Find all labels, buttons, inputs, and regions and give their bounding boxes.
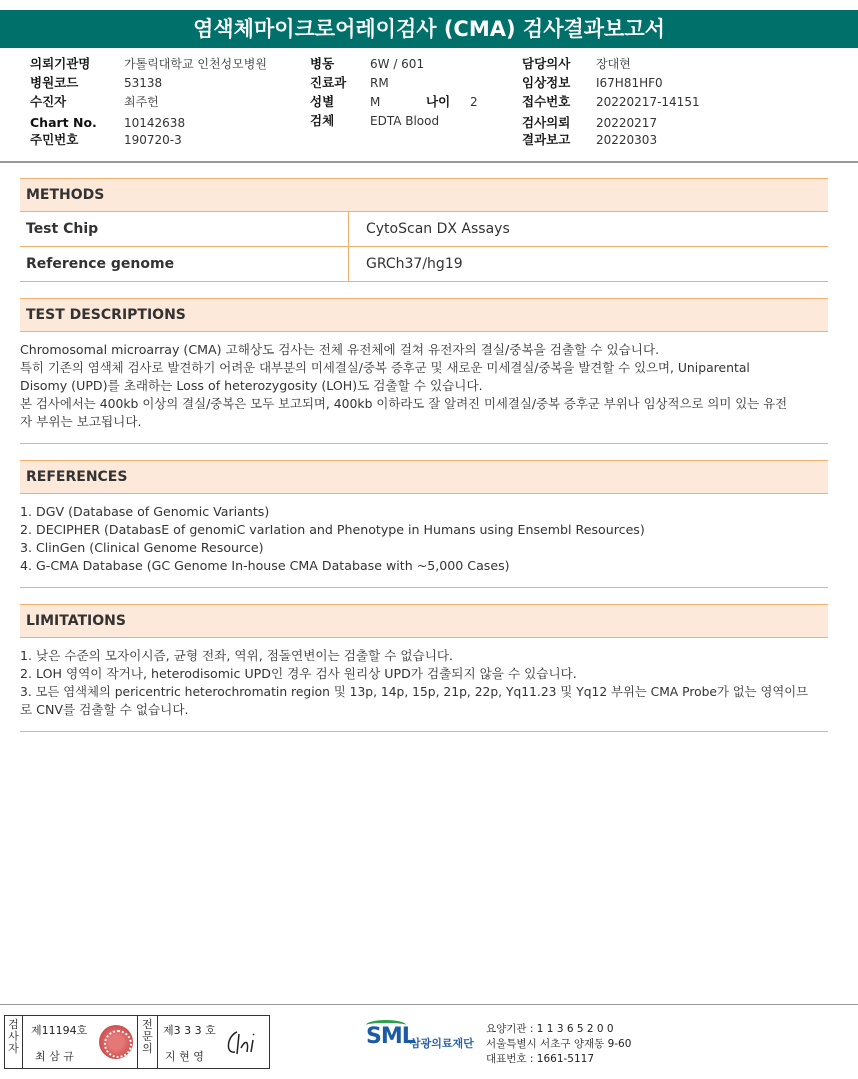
reference-item: 3. ClinGen (Clinical Genome Resource) <box>20 540 264 555</box>
info-label: 의뢰기관명 <box>30 56 91 71</box>
info-value: EDTA Blood <box>370 114 440 128</box>
info-label: 주민번호 <box>30 132 79 147</box>
test-descriptions-text <box>20 341 830 431</box>
info-value: 최주헌 <box>124 95 159 109</box>
report-title: 염색체마이크로어레이검사 (CMA) 검사결과보고서 <box>0 10 858 48</box>
info-value: 장대현 <box>596 57 631 71</box>
specialist-label-text: 전문의 <box>142 1018 153 1055</box>
info-value: M <box>370 95 381 109</box>
contact-institution-code: 요양기관 : 1 1 3 6 5 2 0 0 <box>486 1023 614 1035</box>
methods-value: CytoScan DX Assays <box>366 221 510 237</box>
signature-box <box>4 1015 270 1069</box>
section-divider <box>20 587 828 588</box>
info-value: 53138 <box>124 76 163 90</box>
info-label: 성별 <box>310 94 335 109</box>
references-list <box>20 503 830 575</box>
info-value: RM <box>370 76 389 90</box>
limitation-item: 로 CNV를 검출할 수 없습니다. <box>20 702 189 717</box>
info-value: 6W / 601 <box>370 57 425 71</box>
info-label: 병원코드 <box>30 75 79 90</box>
limitation-item: 1. 낮은 수준의 모자이시즘, 균형 전좌, 역위, 점돌연변이는 검출할 수 없습니다. <box>20 648 454 663</box>
contact-phone: 대표번호 : 1661-5117 <box>486 1053 595 1065</box>
info-value: 20220303 <box>596 133 658 147</box>
info-value: 20220217 <box>596 116 658 130</box>
info-value: I67H81HF0 <box>596 76 663 90</box>
contact-address: 서울특별시 서초구 양재동 9-60 <box>486 1038 632 1050</box>
info-value-age: 2 <box>470 95 478 109</box>
info-label: 검체 <box>310 113 335 128</box>
text-line: 자 부위는 보고됩니다. <box>20 414 142 429</box>
text-line: 본 검사에서는 400kb 이상의 결실/중복은 모두 보고되며, 400kb 이하라도 잘 알려진 미세결실/중복 증후군 부위나 임상적으로 의미 있는 유전 <box>20 396 788 411</box>
column-divider <box>348 247 349 282</box>
limitations-list <box>20 647 830 719</box>
methods-row-test-chip <box>20 212 828 247</box>
signature-icon <box>223 1026 263 1060</box>
inspector-license: 제11194호 <box>31 1024 88 1037</box>
info-value: 20220217-14151 <box>596 95 700 109</box>
info-value: 10142638 <box>124 116 186 130</box>
info-label: 임상정보 <box>522 75 571 90</box>
reference-item: 4. G-CMA Database (GC Genome In-house CMA Database with ~5,000 Cases) <box>20 558 510 573</box>
info-value: 가톨릭대학교 인천성모병원 <box>124 57 267 71</box>
info-label: 결과보고 <box>522 132 571 147</box>
text-line: 특히 기존의 염색체 검사로 발견하기 어려운 대부분의 미세결실/중복 증후군 및 새로운 미세결실/중복을 발견할 수 있으며, Uniparental <box>20 360 750 375</box>
organization-name: 삼광의료재단 <box>410 1037 474 1050</box>
section-divider <box>20 731 828 732</box>
sml-logo: SML <box>366 1024 415 1049</box>
patient-info <box>0 48 858 163</box>
info-label: 수진자 <box>30 94 67 109</box>
info-label: 병동 <box>310 56 335 71</box>
column-divider <box>348 212 349 247</box>
methods-heading: METHODS <box>20 178 828 212</box>
box-divider <box>5 1016 138 1068</box>
inspector-label-text: 검사자 <box>8 1018 19 1055</box>
info-label: 접수번호 <box>522 94 571 109</box>
info-value: 190720-3 <box>124 133 182 147</box>
text-line: Chromosomal microarray (CMA) 고해상도 검사는 전체 유전체에 걸쳐 유전자의 결실/중복을 검출할 수 있습니다. <box>20 342 660 357</box>
footer-divider <box>0 1004 858 1005</box>
info-label-age: 나이 <box>426 94 451 109</box>
info-label: 검사의뢰 <box>522 115 571 130</box>
inspector-name: 최 삼 규 <box>35 1050 74 1063</box>
limitation-item: 2. LOH 영역이 작거나, heterodisomic UPD인 경우 검사 원리상 UPD가 검출되지 않을 수 있습니다. <box>20 666 577 681</box>
methods-key: Reference genome <box>26 256 175 272</box>
specialist-name: 지 현 영 <box>165 1050 204 1063</box>
specialist-label <box>138 1016 158 1068</box>
methods-value: GRCh37/hg19 <box>366 256 463 272</box>
references-heading: REFERENCES <box>20 460 828 494</box>
info-label: 담당의사 <box>522 56 571 71</box>
limitation-item: 3. 모든 염색체의 pericentric heterochromatin region 및 13p, 14p, 15p, 21p, 22p, Yq11.23 및 Yq12 부위는 CMA Probe가 없는 영역이므 <box>20 685 808 699</box>
reference-item: 2. DECIPHER (DatabasE of genomiC varIation and Phenotype in Humans using Ensembl Resources) <box>20 522 645 537</box>
limitations-heading: LIMITATIONS <box>20 604 828 638</box>
specialist-license: 제3 3 3 호 <box>163 1024 216 1037</box>
reference-item: 1. DGV (Database of Genomic Variants) <box>20 504 270 519</box>
methods-key: Test Chip <box>26 221 99 237</box>
methods-row-reference-genome <box>20 247 828 282</box>
text-line: Disomy (UPD)를 초래하는 Loss of heterozygosity (LOH)도 검출할 수 있습니다. <box>20 378 483 393</box>
info-label: Chart No. <box>30 115 97 130</box>
info-label: 진료과 <box>310 75 347 90</box>
test-descriptions-heading: TEST DESCRIPTIONS <box>20 298 828 332</box>
section-divider <box>20 443 828 444</box>
